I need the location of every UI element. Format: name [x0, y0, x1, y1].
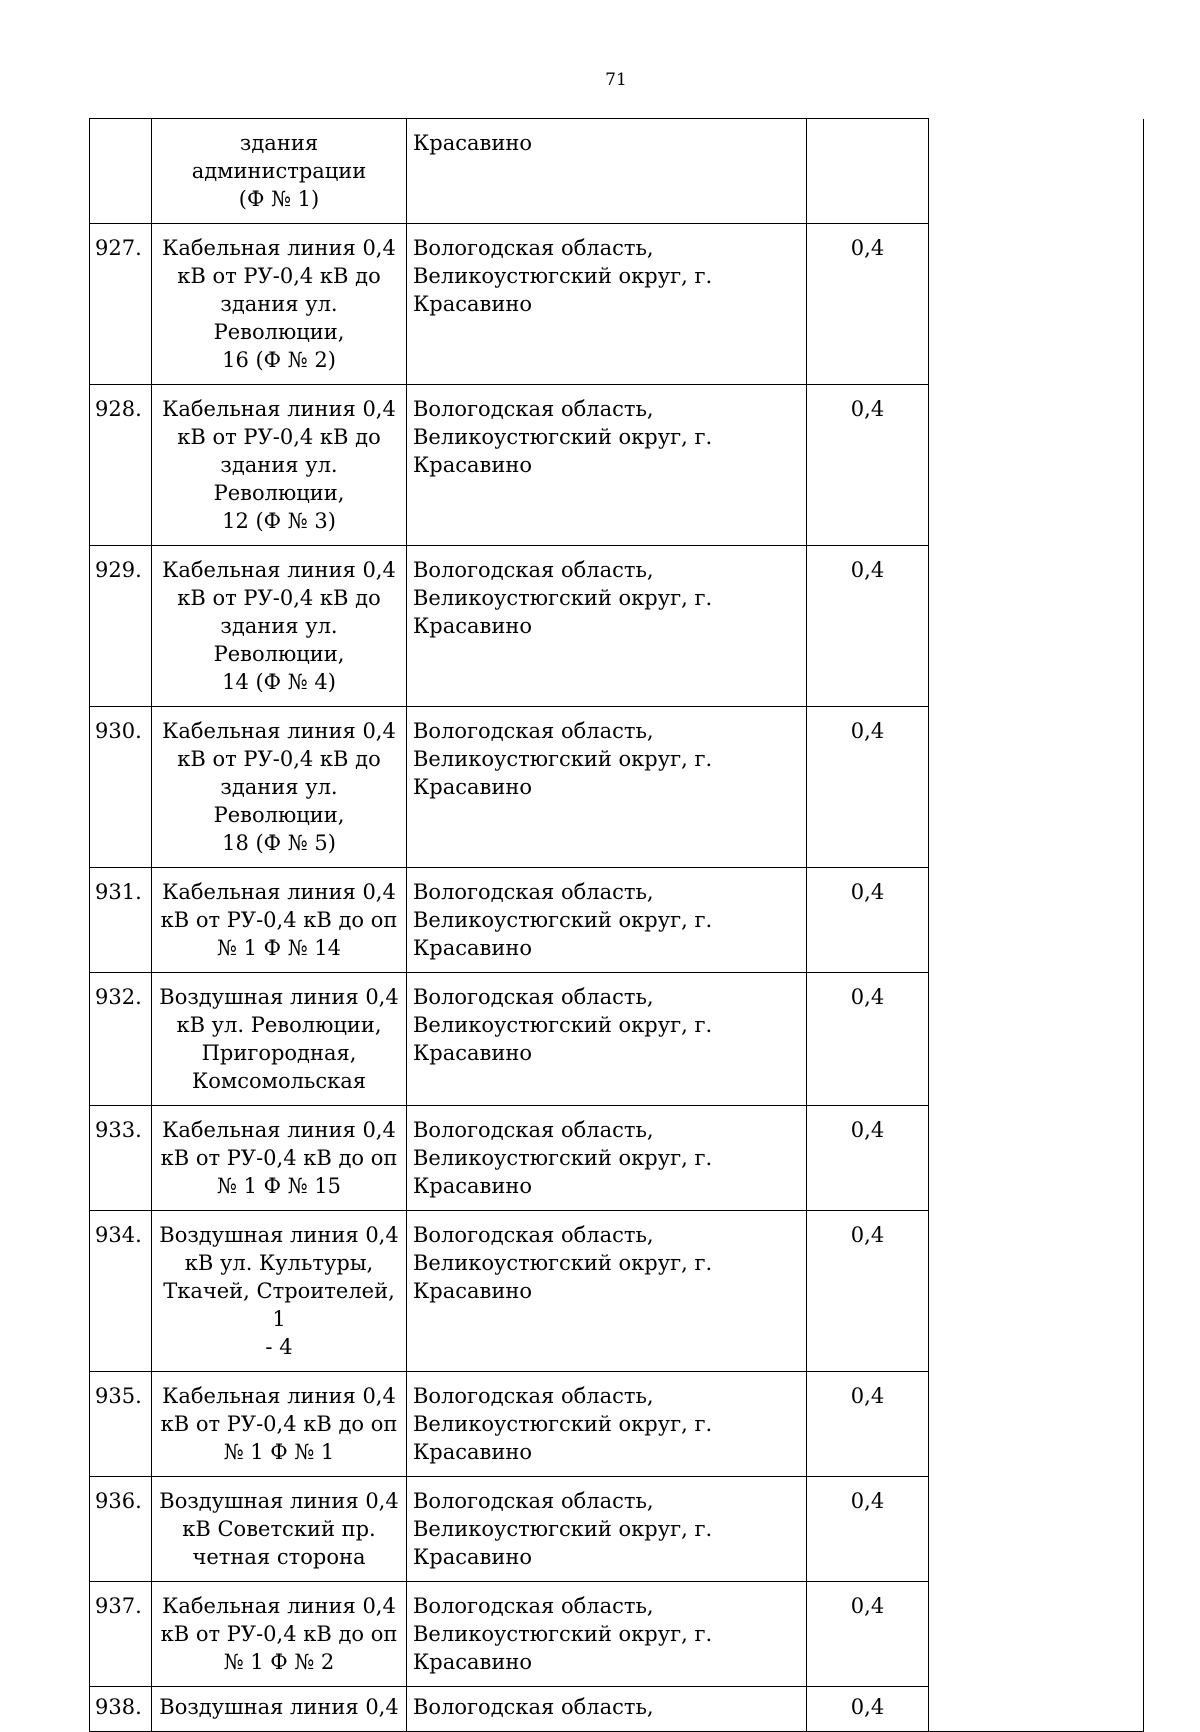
object-name-line: кВ от РУ-0,4 кВ до оп — [160, 1412, 398, 1436]
address-line: Красавино — [413, 1545, 532, 1569]
address-cell — [407, 707, 807, 868]
address-line: Красавино — [413, 1440, 532, 1464]
address-cell — [407, 1582, 807, 1687]
address-cell — [407, 1106, 807, 1211]
address-cell — [407, 1372, 807, 1477]
address-line: Великоустюгский округ, г. — [413, 1146, 713, 1170]
voltage-cell: 0,4 — [807, 1582, 929, 1687]
voltage-cell: 0,4 — [807, 707, 929, 868]
object-name-line: Кабельная линия 0,4 — [162, 1384, 396, 1408]
address-line: Красавино — [413, 1174, 532, 1198]
row-number-cell: 929. — [90, 546, 152, 707]
table-row — [90, 1477, 1144, 1582]
object-name-line: Воздушная линия 0,4 — [159, 1695, 399, 1719]
registry-table — [89, 118, 1144, 1732]
empty-cell — [929, 1372, 1144, 1477]
object-name-line: № 1 Ф № 1 — [223, 1440, 335, 1464]
table-row — [90, 385, 1144, 546]
voltage-cell: 0,4 — [807, 546, 929, 707]
object-name-cell — [152, 973, 407, 1106]
row-number-cell: 933. — [90, 1106, 152, 1211]
address-line: Вологодская область, — [413, 1695, 654, 1719]
object-name-line: Пригородная, — [201, 1041, 357, 1065]
object-name-line: 16 (Ф № 2) — [222, 348, 336, 372]
object-name-line: Воздушная линия 0,4 — [159, 1489, 399, 1513]
address-line: Красавино — [413, 775, 532, 799]
table-row — [90, 1106, 1144, 1211]
object-name-line: - 4 — [265, 1335, 293, 1359]
table-row — [90, 119, 1144, 224]
object-name-line: Кабельная линия 0,4 — [162, 397, 396, 421]
address-line: Вологодская область, — [413, 985, 654, 1009]
address-cell — [407, 119, 807, 224]
address-line: Красавино — [413, 131, 532, 155]
voltage-cell: 0,4 — [807, 1687, 929, 1732]
address-line: Вологодская область, — [413, 397, 654, 421]
object-name-cell — [152, 1582, 407, 1687]
object-name-cell — [152, 1372, 407, 1477]
row-number-cell: 928. — [90, 385, 152, 546]
object-name-line: здания администрации — [191, 131, 367, 183]
object-name-line: кВ Советский пр. — [182, 1517, 376, 1541]
address-line: Великоустюгский округ, г. — [413, 747, 713, 771]
address-line: Великоустюгский округ, г. — [413, 1412, 713, 1436]
row-number-cell: 936. — [90, 1477, 152, 1582]
address-cell — [407, 1687, 807, 1732]
empty-cell — [929, 546, 1144, 707]
empty-cell — [929, 1106, 1144, 1211]
voltage-cell: 0,4 — [807, 868, 929, 973]
voltage-cell: 0,4 — [807, 1106, 929, 1211]
address-line: Вологодская область, — [413, 558, 654, 582]
row-number-cell: 930. — [90, 707, 152, 868]
object-name-cell — [152, 546, 407, 707]
address-line: Великоустюгский округ, г. — [413, 1013, 713, 1037]
empty-cell — [929, 868, 1144, 973]
voltage-cell: 0,4 — [807, 973, 929, 1106]
row-number-cell: 931. — [90, 868, 152, 973]
object-name-line: Воздушная линия 0,4 — [159, 1223, 399, 1247]
object-name-line: Кабельная линия 0,4 — [162, 880, 396, 904]
object-name-line: № 1 Ф № 2 — [223, 1650, 335, 1674]
empty-cell — [929, 1477, 1144, 1582]
voltage-cell — [807, 119, 929, 224]
address-line: Вологодская область, — [413, 1118, 654, 1142]
address-cell — [407, 868, 807, 973]
table-body — [90, 119, 1144, 1732]
table-row — [90, 707, 1144, 868]
object-name-cell — [152, 119, 407, 224]
object-name-line: Ткачей, Строителей, 1 — [163, 1279, 395, 1331]
page-number: 71 — [605, 70, 627, 90]
object-name-cell — [152, 1477, 407, 1582]
empty-cell — [929, 1582, 1144, 1687]
address-line: Великоустюгский округ, г. — [413, 908, 713, 932]
address-line: Вологодская область, — [413, 1223, 654, 1247]
object-name-line: Воздушная линия 0,4 — [159, 985, 399, 1009]
object-name-line: № 1 Ф № 15 — [217, 1174, 341, 1198]
address-cell — [407, 546, 807, 707]
object-name-line: кВ от РУ-0,4 кВ до оп — [160, 1146, 398, 1170]
object-name-line: четная сторона — [192, 1545, 366, 1569]
object-name-line: 12 (Ф № 3) — [222, 509, 336, 533]
object-name-line: кВ ул. Культуры, — [184, 1251, 374, 1275]
object-name-line: Комсомольская — [191, 1069, 367, 1093]
address-cell — [407, 385, 807, 546]
object-name-cell — [152, 224, 407, 385]
table-row — [90, 973, 1144, 1106]
address-cell — [407, 224, 807, 385]
table-row — [90, 1211, 1144, 1372]
object-name-line: Кабельная линия 0,4 — [162, 236, 396, 260]
empty-cell — [929, 973, 1144, 1106]
address-line: Вологодская область, — [413, 236, 654, 260]
address-cell — [407, 1477, 807, 1582]
object-name-line: здания ул. Революции, — [213, 614, 345, 666]
object-name-cell — [152, 1687, 407, 1732]
object-name-line: кВ от РУ-0,4 кВ до — [177, 747, 381, 771]
voltage-cell: 0,4 — [807, 1477, 929, 1582]
object-name-cell — [152, 1106, 407, 1211]
address-line: Вологодская область, — [413, 1594, 654, 1618]
object-name-line: Кабельная линия 0,4 — [162, 558, 396, 582]
object-name-line: кВ от РУ-0,4 кВ до — [177, 586, 381, 610]
table-row — [90, 1687, 1144, 1732]
object-name-line: кВ от РУ-0,4 кВ до — [177, 425, 381, 449]
row-number-cell: 935. — [90, 1372, 152, 1477]
row-number-cell: 934. — [90, 1211, 152, 1372]
object-name-line: кВ от РУ-0,4 кВ до оп — [160, 1622, 398, 1646]
address-line: Великоустюгский округ, г. — [413, 425, 713, 449]
empty-cell — [929, 707, 1144, 868]
table-row — [90, 224, 1144, 385]
empty-cell — [929, 119, 1144, 224]
address-line: Красавино — [413, 1650, 532, 1674]
row-number-cell: 937. — [90, 1582, 152, 1687]
object-name-line: (Ф № 1) — [238, 187, 320, 211]
object-name-cell — [152, 1211, 407, 1372]
address-line: Красавино — [413, 292, 532, 316]
empty-cell — [929, 1211, 1144, 1372]
address-line: Красавино — [413, 614, 532, 638]
address-line: Красавино — [413, 453, 532, 477]
table-row — [90, 546, 1144, 707]
table-row — [90, 868, 1144, 973]
address-line: Красавино — [413, 936, 532, 960]
voltage-cell: 0,4 — [807, 385, 929, 546]
address-line: Красавино — [413, 1041, 532, 1065]
row-number-cell: 927. — [90, 224, 152, 385]
address-cell — [407, 1211, 807, 1372]
empty-cell — [929, 224, 1144, 385]
object-name-line: Кабельная линия 0,4 — [162, 1118, 396, 1142]
object-name-cell — [152, 868, 407, 973]
object-name-line: кВ ул. Революции, — [176, 1013, 382, 1037]
object-name-line: здания ул. Революции, — [213, 292, 345, 344]
address-line: Вологодская область, — [413, 719, 654, 743]
object-name-line: 18 (Ф № 5) — [222, 831, 336, 855]
object-name-line: здания ул. Революции, — [213, 775, 345, 827]
object-name-line: Кабельная линия 0,4 — [162, 719, 396, 743]
object-name-line: Кабельная линия 0,4 — [162, 1594, 396, 1618]
object-name-line: № 1 Ф № 14 — [217, 936, 341, 960]
address-cell — [407, 973, 807, 1106]
voltage-cell: 0,4 — [807, 1372, 929, 1477]
address-line: Великоустюгский округ, г. — [413, 1622, 713, 1646]
table-row — [90, 1372, 1144, 1477]
table-row — [90, 1582, 1144, 1687]
address-line: Вологодская область, — [413, 880, 654, 904]
address-line: Великоустюгский округ, г. — [413, 264, 713, 288]
object-name-line: 14 (Ф № 4) — [222, 670, 336, 694]
object-name-cell — [152, 385, 407, 546]
object-name-line: кВ от РУ-0,4 кВ до — [177, 264, 381, 288]
address-line: Вологодская область, — [413, 1384, 654, 1408]
empty-cell — [929, 1687, 1144, 1732]
row-number-cell: 938. — [90, 1687, 152, 1732]
voltage-cell: 0,4 — [807, 224, 929, 385]
object-name-line: кВ от РУ-0,4 кВ до оп — [160, 908, 398, 932]
empty-cell — [929, 385, 1144, 546]
object-name-cell — [152, 707, 407, 868]
row-number-cell — [90, 119, 152, 224]
address-line: Великоустюгский округ, г. — [413, 1251, 713, 1275]
address-line: Великоустюгский округ, г. — [413, 586, 713, 610]
address-line: Вологодская область, — [413, 1489, 654, 1513]
address-line: Красавино — [413, 1279, 532, 1303]
row-number-cell: 932. — [90, 973, 152, 1106]
object-name-line: здания ул. Революции, — [213, 453, 345, 505]
address-line: Великоустюгский округ, г. — [413, 1517, 713, 1541]
voltage-cell: 0,4 — [807, 1211, 929, 1372]
